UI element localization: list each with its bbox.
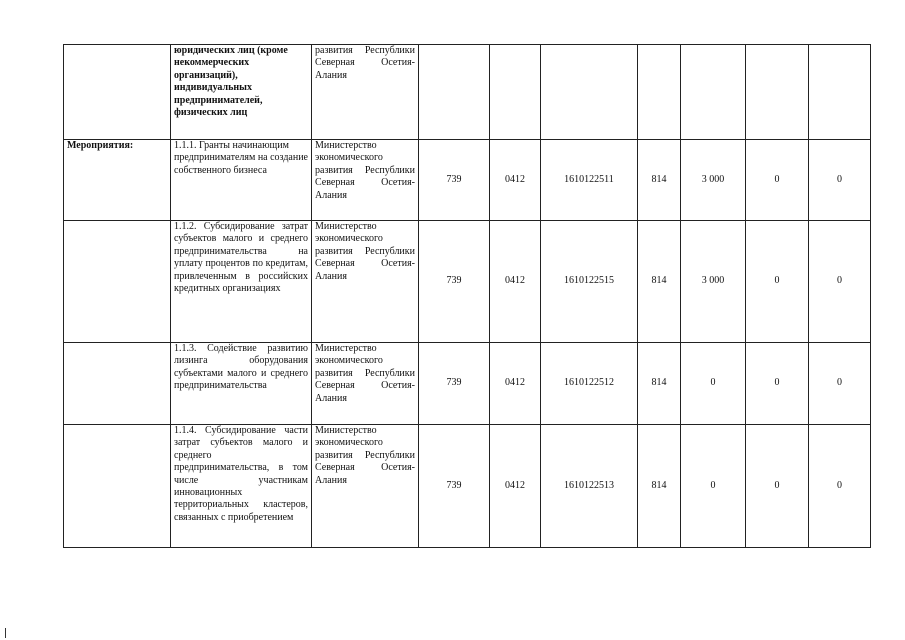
- executor-cell: развития Республики Северная Осетия-Алания: [312, 45, 419, 140]
- year3-cell: 0: [809, 140, 871, 221]
- executor-cell: Министерство экономического развития Республики Северная Осетия-Алания: [312, 343, 419, 425]
- vr-cell: 814: [638, 140, 681, 221]
- rzpr-cell: 0412: [490, 221, 541, 343]
- year2-cell: 0: [746, 221, 809, 343]
- rzpr-cell: [490, 45, 541, 140]
- budget-table: [63, 44, 871, 548]
- year3-cell: [809, 45, 871, 140]
- table-row: [64, 343, 871, 425]
- measure-name-cell: юридических лиц (кроме некоммерческих организаций), индивидуальных предпринимателей, физических лиц: [171, 45, 312, 140]
- category-cell: [64, 45, 171, 140]
- csr-cell: [541, 45, 638, 140]
- year1-cell: 3 000: [681, 221, 746, 343]
- year3-cell: 0: [809, 343, 871, 425]
- grbs-cell: 739: [419, 425, 490, 548]
- year1-cell: 0: [681, 425, 746, 548]
- executor-cell: Министерство экономического развития Республики Северная Осетия-Алания: [312, 140, 419, 221]
- grbs-cell: 739: [419, 221, 490, 343]
- year1-cell: [681, 45, 746, 140]
- table-row: [64, 45, 871, 140]
- csr-cell: 1610122511: [541, 140, 638, 221]
- year3-cell: 0: [809, 221, 871, 343]
- executor-cell: Министерство экономического развития Республики Северная Осетия-Алания: [312, 221, 419, 343]
- vr-cell: 814: [638, 343, 681, 425]
- category-cell: [64, 221, 171, 343]
- rzpr-cell: 0412: [490, 343, 541, 425]
- measure-name-cell: 1.1.1. Гранты начинающим предпринимателям на создание собственного бизнеса: [171, 140, 312, 221]
- table-row: [64, 425, 871, 548]
- table-row: [64, 140, 871, 221]
- rzpr-cell: 0412: [490, 140, 541, 221]
- csr-cell: 1610122512: [541, 343, 638, 425]
- vr-cell: [638, 45, 681, 140]
- year2-cell: 0: [746, 425, 809, 548]
- csr-cell: 1610122515: [541, 221, 638, 343]
- table-row: [64, 221, 871, 343]
- year1-cell: 3 000: [681, 140, 746, 221]
- vr-cell: 814: [638, 221, 681, 343]
- measure-name-cell: 1.1.2. Субсидирование затрат субъектов малого и среднего предпринимательства на уплату процентов по кредитам, привлеченным в российских кредитных организациях: [171, 221, 312, 343]
- executor-cell: Министерство экономического развития Республики Северная Осетия-Алания: [312, 425, 419, 548]
- year3-cell: 0: [809, 425, 871, 548]
- year1-cell: 0: [681, 343, 746, 425]
- category-cell: [64, 343, 171, 425]
- measure-name-cell: 1.1.4. Субсидирование части затрат субъектов малого и среднего предпринимательства, в том числе участникам инновационных территориальных кластеров, связанных с приобретением: [171, 425, 312, 548]
- year2-cell: 0: [746, 343, 809, 425]
- rzpr-cell: 0412: [490, 425, 541, 548]
- measure-name-cell: 1.1.3. Содействие развитию лизинга оборудования субъектами малого и среднего предпринимательства: [171, 343, 312, 425]
- year2-cell: [746, 45, 809, 140]
- vr-cell: 814: [638, 425, 681, 548]
- grbs-cell: [419, 45, 490, 140]
- page-edge-mark: [5, 628, 6, 638]
- year2-cell: 0: [746, 140, 809, 221]
- grbs-cell: 739: [419, 140, 490, 221]
- grbs-cell: 739: [419, 343, 490, 425]
- csr-cell: 1610122513: [541, 425, 638, 548]
- category-cell: [64, 425, 171, 548]
- category-cell: Мероприятия:: [64, 140, 171, 221]
